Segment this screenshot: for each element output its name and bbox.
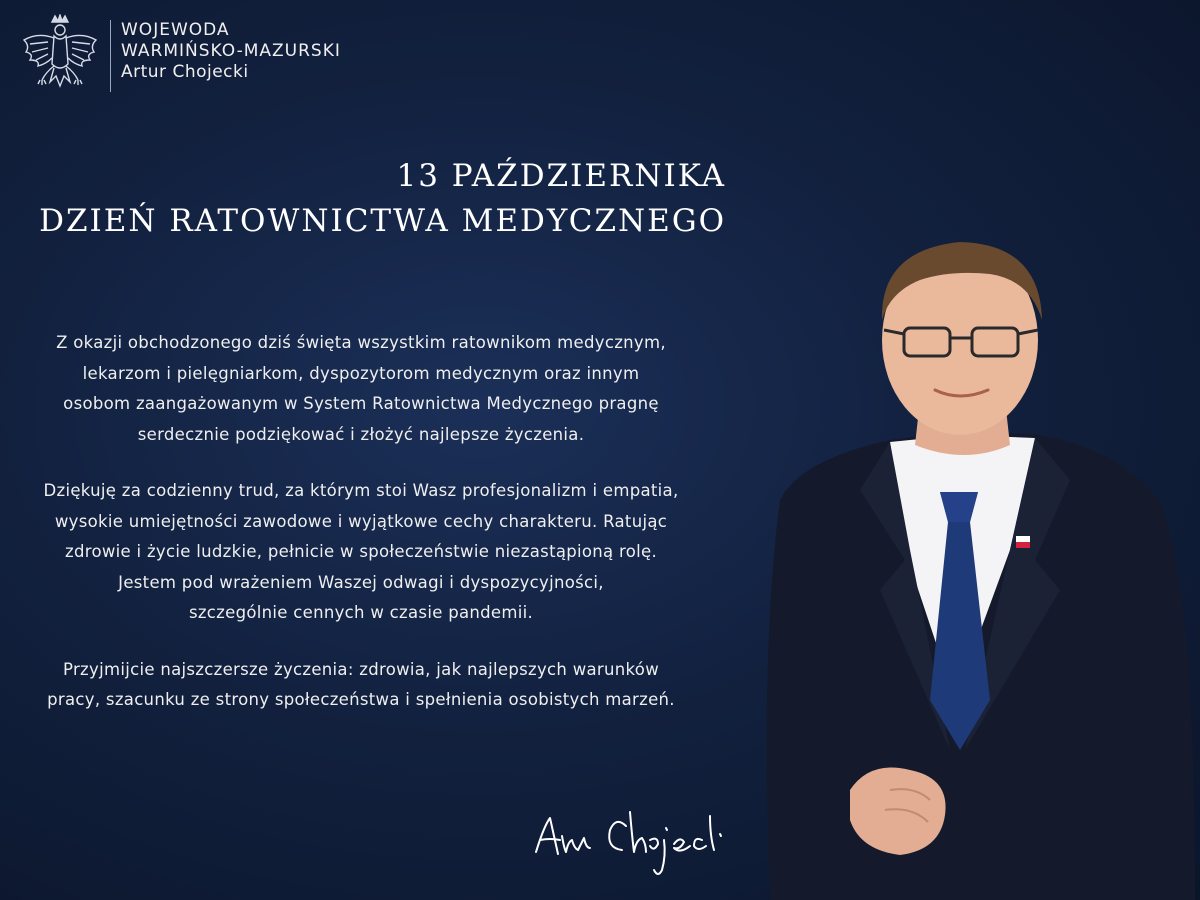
header-name: Artur Chojecki [121, 62, 249, 82]
portrait [740, 230, 1200, 900]
text-line: Jestem pod wrażeniem Waszej odwagi i dyspozycyjności, [118, 572, 604, 592]
header [18, 14, 341, 100]
title-date: 13 PAŹDZIERNIKA [396, 158, 726, 194]
polish-eagle-emblem-icon [18, 14, 102, 100]
message-body [0, 328, 722, 742]
page-title [39, 154, 726, 244]
text-line: szczególnie cennych w czasie pandemii. [188, 603, 534, 622]
paragraph-1 [0, 328, 722, 450]
text-line: serdecznie podziękować i złożyć najlepsze życzenia. [137, 424, 585, 444]
text-line: wysokie umiejętności zawodowe i wyjątkowe cechy charakteru. Ratując [54, 511, 668, 531]
header-line-2: WARMIŃSKO-MAZURSKI [121, 41, 341, 61]
handwritten-signature [530, 796, 730, 880]
text-line: Przyjmijcie najszczersze życzenia: zdrowia, jak najlepszych warunków [63, 659, 659, 679]
paragraph-3 [0, 655, 722, 716]
text-line: osobom zaangażowanym w System Ratownictwa Medycznego pragnę [63, 394, 659, 413]
text-line: Z okazji obchodzonego dziś święta wszystkim ratownikom medycznym, [56, 333, 666, 352]
text-line: pracy, szacunku ze strony społeczeństwa i spełnienia osobistych marzeń. [47, 690, 675, 709]
header-divider [110, 20, 111, 92]
text-line: lekarzom i pielęgniarkom, dyspozytorom medycznym oraz innym [82, 363, 640, 383]
header-text [121, 20, 341, 83]
header-line-1: WOJEWODA [121, 20, 230, 40]
text-line: Dziękuję za codzienny trud, za którym stoi Wasz profesjonalizm i empatia, [43, 481, 679, 500]
text-line: zdrowie i życie ludzkie, pełnicie w społeczeństwie niezastąpioną rolę. [64, 542, 658, 561]
paragraph-2 [0, 476, 722, 629]
title-occasion: DZIEŃ RATOWNICTWA MEDYCZNEGO [39, 203, 726, 239]
